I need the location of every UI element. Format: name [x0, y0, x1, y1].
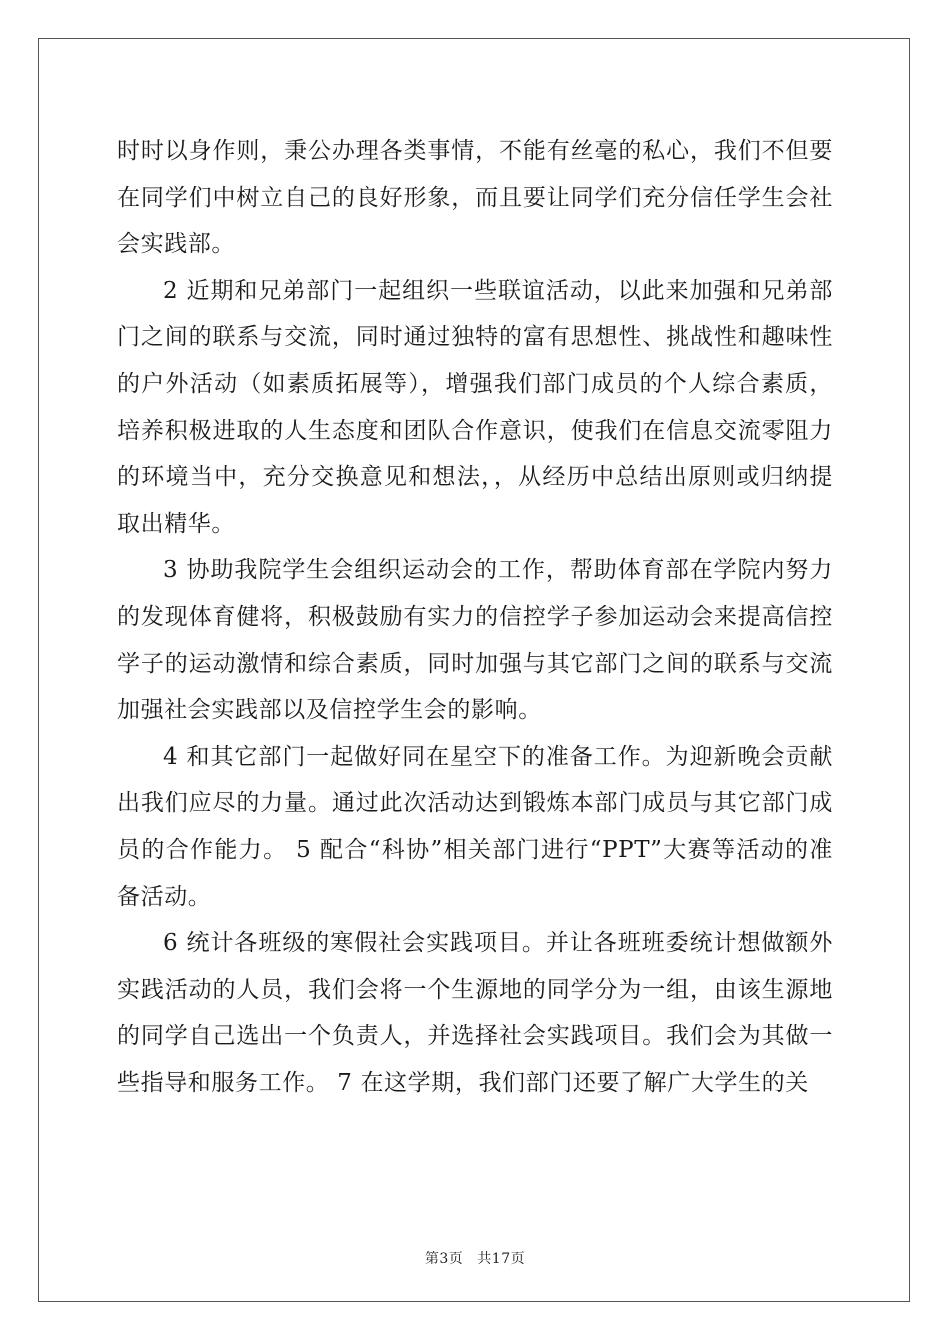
page-total: 共17页	[477, 1251, 526, 1267]
paragraph-3: 3 协助我院学生会组织运动会的工作，帮助体育部在学院内努力的发现体育健将，积极鼓励有实力的信控学子参加运动会来提高信控学子的运动激情和综合素质，同时加强与其它部门之间的联系与交流加强社会实践部以及信控学生会的影响。	[117, 557, 833, 724]
document-body	[117, 128, 833, 1106]
paragraph-1: 时时以身作则，秉公办理各类事情，不能有丝毫的私心，我们不但要在同学们中树立自己的良好形象，而且要让同学们充分信任学生会社会实践部。	[117, 138, 833, 258]
page-footer	[0, 1248, 950, 1268]
paragraph-2: 2 近期和兄弟部门一起组织一些联谊活动，以此来加强和兄弟部门之间的联系与交流，同时通过独特的富有思想性、挑战性和趣味性的户外活动（如素质拓展等），增强我们部门成员的个人综合素质，培养积极进取的人生态度和团队合作意识，使我们在信息交流零阻力的环境当中，充分交换意见和想法，，从经历中总结出原则或归纳提取出精华。	[117, 277, 833, 537]
paragraph-5: 6 统计各班级的寒假社会实践项目。并让各班班委统计想做额外实践活动的人员，我们会将一个生源地的同学分为一组，由该生源地的同学自己选出一个负责人，并选择社会实践项目。我们会为其做一些指导和服务工作。 7 在这学期，我们部门还要了解广大学生的关	[117, 930, 833, 1096]
paragraph-4: 4 和其它部门一起做好同在星空下的准备工作。为迎新晚会贡献出我们应尽的力量。通过此次活动达到锻炼本部门成员与其它部门成员的合作能力。 5 配合“科协”相关部门进行“PPT”大赛等活动的准备活动。	[117, 743, 833, 910]
page-number: 第3页	[424, 1251, 464, 1267]
